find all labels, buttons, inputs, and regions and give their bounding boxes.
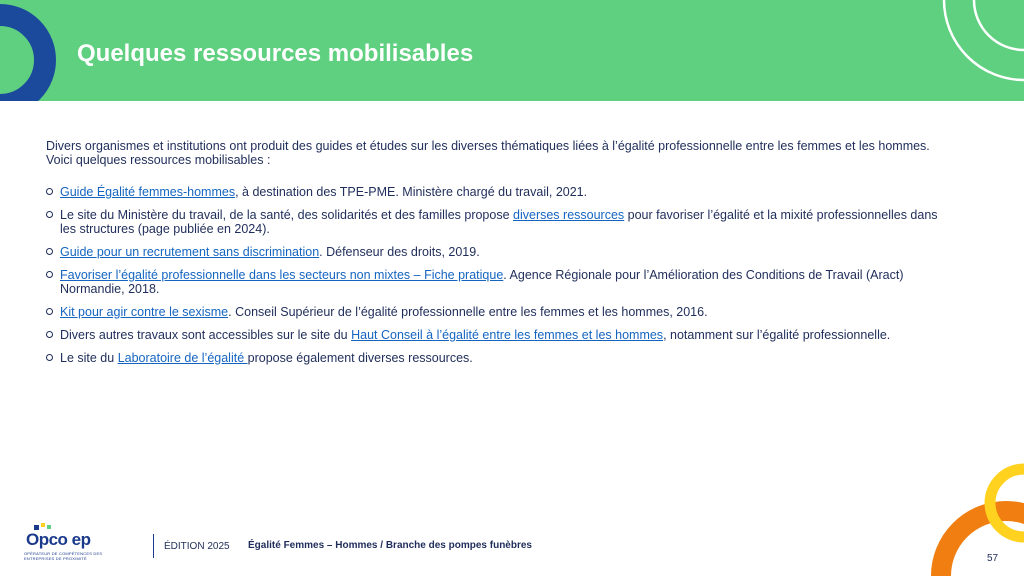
bullet-circle-icon bbox=[46, 211, 53, 218]
resource-list bbox=[46, 185, 956, 365]
resource-link[interactable]: Haut Conseil à l’égalité entre les femmes et les hommes bbox=[351, 328, 664, 342]
bullet-circle-icon bbox=[46, 331, 53, 338]
resource-text-after: , notamment sur l’égalité professionnelle. bbox=[663, 328, 891, 342]
resource-link[interactable]: diverses ressources bbox=[513, 208, 625, 222]
resource-text-after: propose également diverses ressources. bbox=[247, 351, 473, 365]
resource-item bbox=[46, 245, 956, 259]
resource-link[interactable]: Laboratoire de l’égalité bbox=[117, 351, 248, 365]
logo-wordmark: Opco ep bbox=[26, 530, 91, 549]
slide-title: Quelques ressources mobilisables bbox=[77, 40, 474, 67]
resource-text-after: . Agence Régionale pour l’Amélioration des Conditions de Travail (Aract) Normandie, 2018. bbox=[60, 268, 904, 296]
bullet-circle-icon bbox=[46, 248, 53, 255]
footer-subject: Égalité Femmes – Hommes / Branche des pompes funèbres bbox=[248, 540, 532, 551]
footer-separator bbox=[153, 534, 154, 558]
slide-header bbox=[0, 0, 1024, 101]
resource-text-before: Divers autres travaux sont accessibles sur le site du bbox=[60, 328, 352, 342]
resource-item bbox=[46, 185, 956, 199]
resource-text-after: , à destination des TPE-PME. Ministère chargé du travail, 2021. bbox=[235, 185, 588, 199]
resource-text-after: . Conseil Supérieur de l’égalité professionnelle entre les femmes et les hommes, 2016. bbox=[228, 305, 708, 319]
resource-text-before: Le site du bbox=[60, 351, 118, 365]
blue-arc-decoration bbox=[0, 0, 60, 101]
opco-ep-logo bbox=[22, 521, 132, 563]
resource-item bbox=[46, 305, 956, 319]
footer-edition: ÉDITION 2025 bbox=[164, 541, 230, 552]
resource-link[interactable]: Guide pour un recrutement sans discrimination bbox=[60, 245, 320, 259]
resource-item bbox=[46, 328, 956, 342]
orange-yellow-arcs-decoration bbox=[914, 461, 1024, 576]
slide-content bbox=[46, 139, 956, 374]
bullet-circle-icon bbox=[46, 271, 53, 278]
resource-text-after: pour favoriser l’égalité et la mixité professionnelles dans les structures (page publiée en 2024). bbox=[60, 208, 938, 236]
resource-item bbox=[46, 208, 956, 236]
resource-item bbox=[46, 268, 956, 296]
white-arcs-decoration bbox=[914, 0, 1024, 101]
resource-link[interactable]: Favoriser l’égalité professionnelle dans les secteurs non mixtes – Fiche pratique bbox=[60, 268, 504, 282]
resource-text-after: . Défenseur des droits, 2019. bbox=[319, 245, 480, 259]
intro-paragraph: Divers organismes et institutions ont produit des guides et études sur les diverses thématiques liées à l’égalité professionnelle entre les femmes et les hommes. Voici quelques ressources mobilisables : bbox=[46, 139, 930, 167]
bullet-circle-icon bbox=[46, 188, 53, 195]
resource-link[interactable]: Kit pour agir contre le sexisme bbox=[60, 305, 229, 319]
resource-item bbox=[46, 351, 956, 365]
bullet-circle-icon bbox=[46, 308, 53, 315]
page-number: 57 bbox=[987, 553, 999, 564]
bullet-circle-icon bbox=[46, 354, 53, 361]
logo-tagline: OPÉRATEUR DE COMPÉTENCES DES ENTREPRISES DE PROXIMITÉ bbox=[24, 551, 103, 561]
resource-link[interactable]: Guide Égalité femmes-hommes bbox=[60, 185, 236, 199]
resource-text-before: Le site du Ministère du travail, de la santé, des solidarités et des familles propose bbox=[60, 208, 514, 222]
